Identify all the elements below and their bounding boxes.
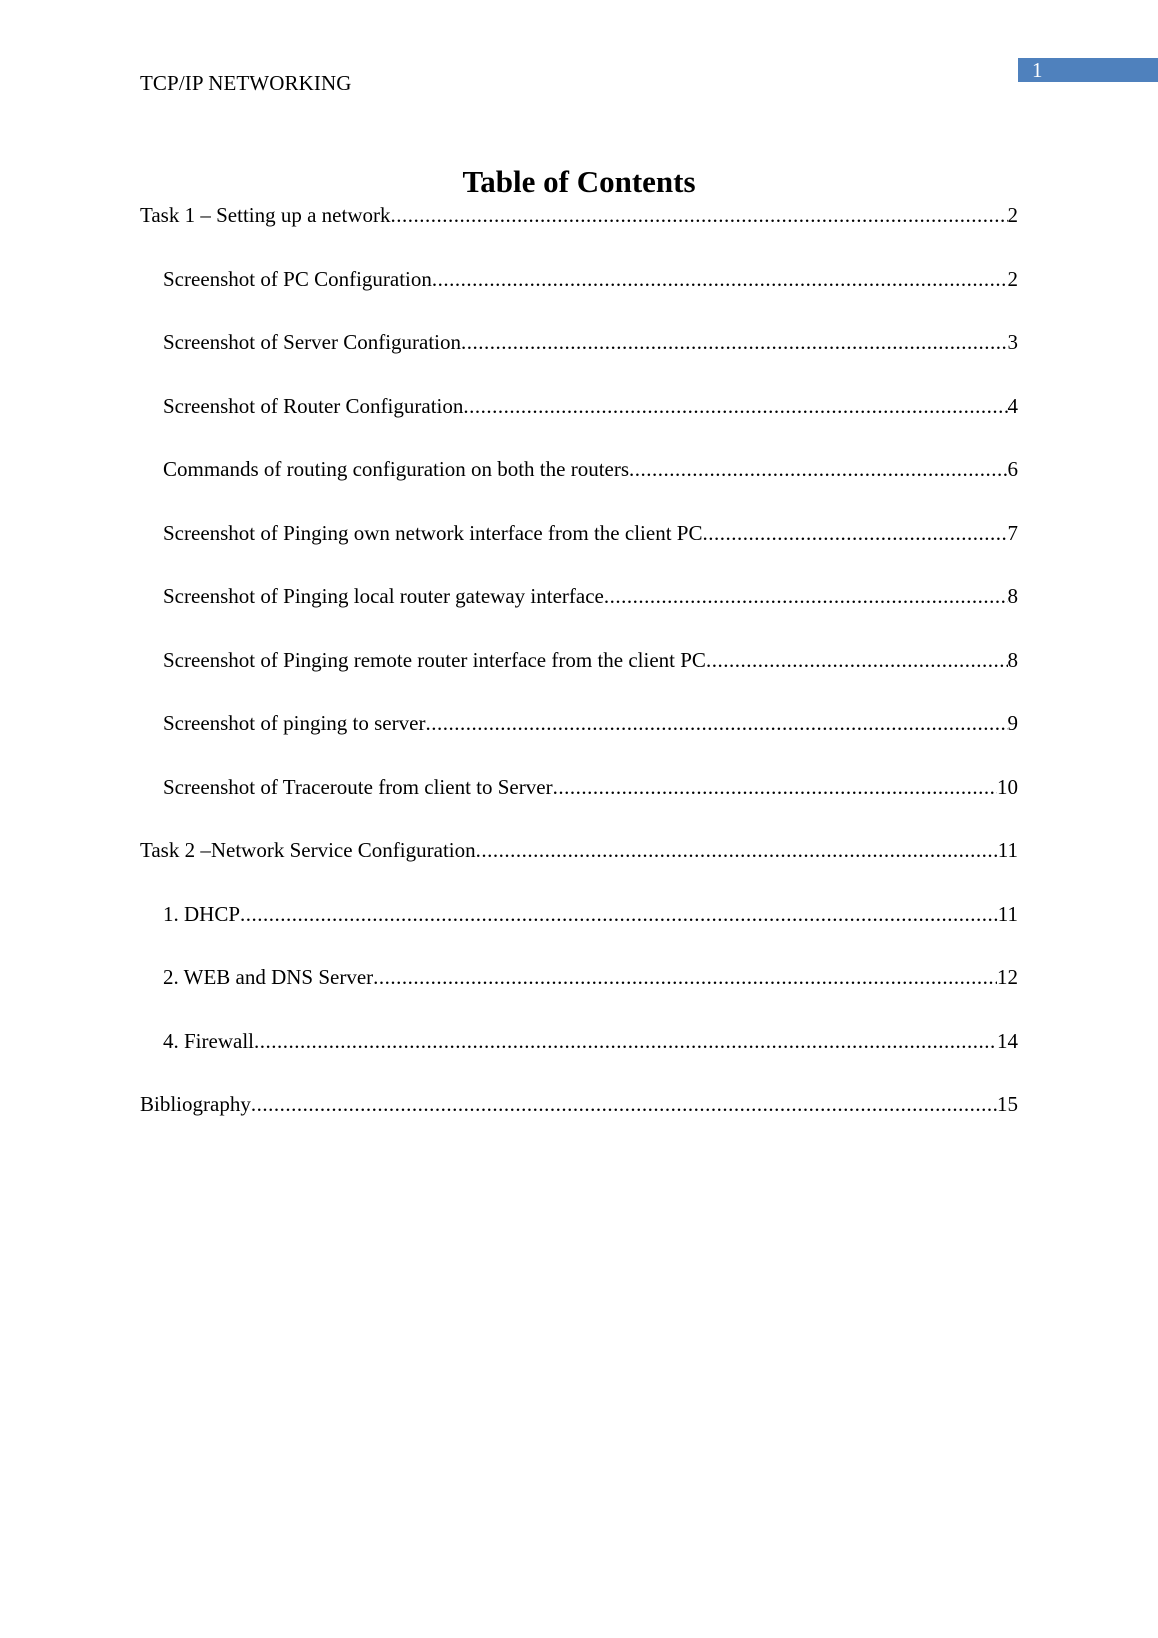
toc-entry[interactable] (140, 520, 1018, 584)
toc-entry-label: Screenshot of Pinging remote router interface from the client PC (163, 647, 706, 672)
toc-entry-label: Bibliography (140, 1092, 251, 1116)
toc-entry[interactable] (140, 329, 1018, 393)
toc-entry[interactable] (140, 1028, 1018, 1092)
toc-entry[interactable] (140, 647, 1018, 711)
toc-dot-leader (240, 901, 998, 927)
toc-entry-page: 10 (997, 774, 1018, 799)
toc-dot-leader (461, 329, 1007, 355)
page-number: 1 (1032, 58, 1043, 82)
toc-entry-label: Screenshot of Traceroute from client to Server (163, 774, 553, 799)
toc-list (140, 202, 1018, 1155)
toc-dot-leader (425, 710, 1007, 736)
running-head: TCP/IP NETWORKING (140, 71, 352, 95)
toc-entry[interactable] (140, 710, 1018, 774)
toc-dot-leader (251, 1091, 997, 1117)
toc-entry-label: Screenshot of Pinging local router gateway interface (163, 584, 604, 608)
toc-dot-leader (373, 964, 997, 990)
toc-entry-label: 1. DHCP (163, 901, 241, 926)
toc-entry-page: 4 (1007, 393, 1018, 418)
toc-dot-leader (391, 202, 1008, 228)
toc-title: Table of Contents (462, 164, 696, 199)
toc-entry-label: Task 1 – Setting up a network (140, 203, 391, 227)
toc-entry-page: 2 (1007, 203, 1018, 227)
toc-entry-page: 14 (997, 1028, 1018, 1053)
toc-entry-page: 7 (1007, 520, 1018, 545)
toc-entry-label: Screenshot of Server Configuration (163, 330, 462, 354)
toc-entry[interactable] (140, 266, 1018, 330)
toc-entry-label: 2. WEB and DNS Server (163, 965, 374, 989)
toc-entry-label: Screenshot of Pinging own network interface from the client PC (163, 520, 703, 545)
toc-entry[interactable] (140, 393, 1018, 457)
toc-dot-leader (463, 393, 1007, 419)
toc-entry[interactable] (140, 1091, 1018, 1155)
toc-entry-label: 4. Firewall (163, 1028, 254, 1053)
toc-dot-leader (553, 774, 997, 800)
toc-entry-page: 9 (1007, 711, 1018, 735)
toc-dot-leader (432, 266, 1008, 292)
toc-entry-label: Commands of routing configuration on both the routers (163, 457, 630, 481)
toc-entry[interactable] (140, 202, 1018, 266)
toc-entry-page: 6 (1007, 457, 1018, 481)
toc-dot-leader (706, 647, 1008, 673)
toc-dot-leader (476, 837, 998, 863)
toc-entry-page: 8 (1007, 647, 1018, 672)
toc-entry-label: Screenshot of pinging to server (163, 711, 426, 735)
toc-entry-page: 12 (997, 965, 1018, 989)
toc-entry[interactable] (140, 774, 1018, 838)
toc-entry[interactable] (140, 456, 1018, 520)
toc-entry[interactable] (140, 901, 1018, 965)
toc-entry[interactable] (140, 583, 1018, 647)
toc-entry-page: 11 (997, 838, 1018, 862)
toc-entry-label: Task 2 –Network Service Configuration (140, 838, 476, 862)
toc-entry-label: Screenshot of Router Configuration (163, 393, 464, 418)
toc-dot-leader (702, 520, 1007, 546)
toc-entry-page: 11 (997, 901, 1018, 926)
toc-entry-label: Screenshot of PC Configuration (163, 266, 432, 291)
toc-entry[interactable] (140, 837, 1018, 901)
toc-dot-leader (604, 583, 1008, 609)
toc-dot-leader (254, 1028, 997, 1054)
toc-entry-page: 3 (1007, 330, 1018, 354)
toc-entry-page: 15 (997, 1092, 1018, 1116)
toc-dot-leader (629, 456, 1007, 482)
toc-entry-page: 8 (1007, 584, 1018, 608)
toc-entry-page: 2 (1007, 266, 1018, 291)
toc-entry[interactable] (140, 964, 1018, 1028)
